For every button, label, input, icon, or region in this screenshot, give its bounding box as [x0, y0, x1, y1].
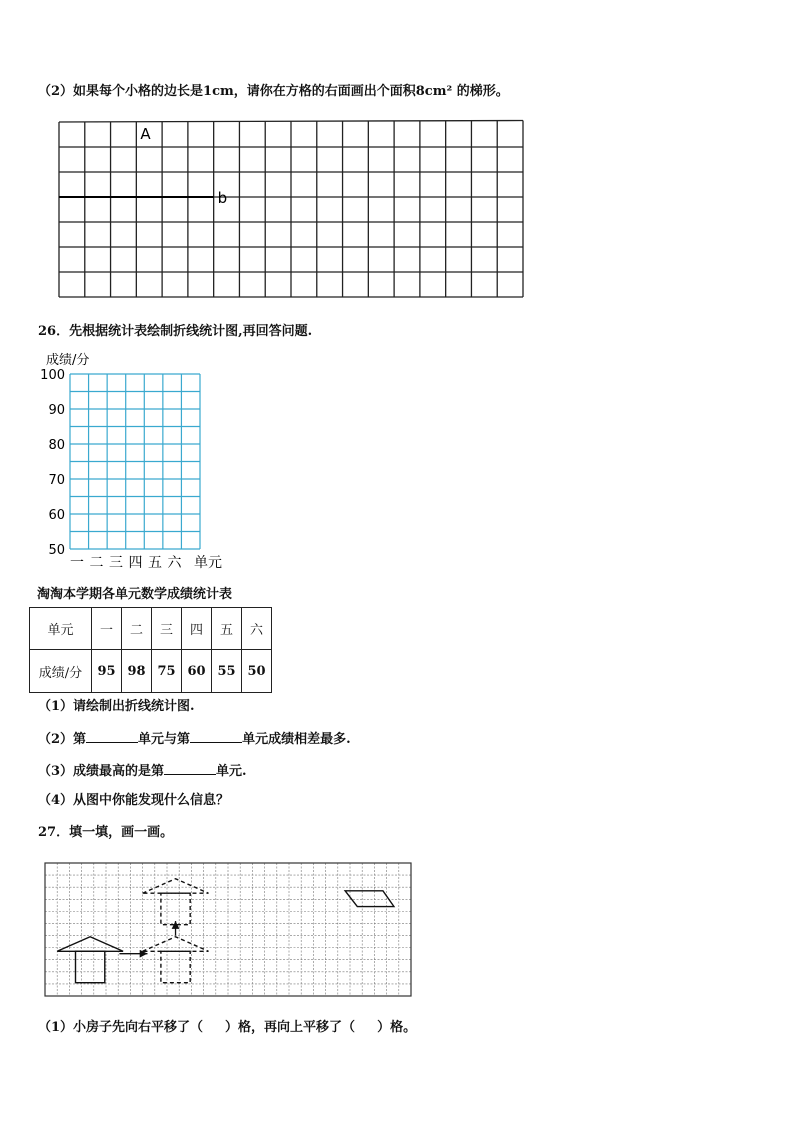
grid-border: [45, 863, 411, 996]
q26-sub2-prefix: （2）第: [38, 732, 87, 747]
chart-y-tick-label: 70: [48, 473, 65, 488]
answer-blank[interactable]: [86, 730, 138, 743]
table-unit-cell: 一: [92, 608, 122, 650]
table-unit-cell: 二: [122, 608, 152, 650]
table-row-label: 成绩/分: [30, 650, 92, 693]
house-body: [76, 951, 105, 982]
q26-sub1: （1）请绘制出折线统计图.: [38, 699, 195, 714]
q26-sub2-middle: 单元与第: [138, 732, 191, 747]
table-score-cell: 55: [212, 650, 242, 693]
table-score-cell: 60: [182, 650, 212, 693]
q26-sub4: （4）从图中你能发现什么信息？: [38, 793, 230, 808]
label-b: b: [217, 189, 228, 207]
answer-blank[interactable]: [190, 730, 242, 743]
table-score-cell: 75: [152, 650, 182, 693]
chart-x-tick-label: 三: [109, 555, 123, 571]
chart-x-tick-label: 六: [167, 555, 182, 571]
label-a: A: [140, 125, 151, 143]
chart-y-axis-label: 成绩/分: [46, 353, 90, 368]
house-roof: [57, 937, 123, 952]
parallelogram: [345, 891, 394, 907]
chart-x-axis-unit: 单元: [194, 555, 222, 571]
q26-sub2-suffix: 单元成绩相差最多.: [242, 732, 351, 747]
chart-y-tick-label: 80: [48, 438, 65, 453]
chart-x-tick-label: 二: [89, 555, 104, 571]
q27-sub1-middle: ）格，再向上平移了（: [225, 1020, 356, 1035]
q26-title: 26．先根据统计表绘制折线统计图,再回答问题.: [38, 324, 313, 339]
chart-y-tick-label: 90: [48, 403, 65, 418]
q27-sub1: [38, 1020, 416, 1036]
table-unit-cell: 三: [152, 608, 182, 650]
chart-x-tick-label: 一: [70, 555, 84, 571]
house-roof: [143, 879, 209, 894]
translated-up-house: [143, 879, 209, 925]
q25-part2-text: （2）如果每个小格的边长是1cm，请你在方格的右面画出个面积8cm² 的梯形。: [38, 84, 509, 99]
q26-sub3-suffix: 单元.: [216, 764, 247, 779]
q26-sub3: [38, 762, 247, 780]
q26-sub3-prefix: （3）成绩最高的是第: [38, 764, 165, 779]
grid-line: [59, 121, 523, 123]
q27-title: 27．填一填，画一画。: [38, 825, 174, 840]
chart-y-tick-label: 50: [48, 543, 65, 558]
house-body: [161, 893, 190, 924]
table-score-cell: 95: [92, 650, 122, 693]
chart-x-tick-label: 五: [148, 555, 162, 571]
q26-sub2: [38, 730, 351, 748]
chart-y-tick-label: 100: [40, 368, 65, 383]
table-unit-cell: 五: [212, 608, 242, 650]
table-unit-cell: 六: [242, 608, 272, 650]
table-score-cell: 98: [122, 650, 152, 693]
q26-table-caption: 淘淘本学期各单元数学成绩统计表: [37, 587, 233, 602]
q26-score-table: [29, 607, 272, 693]
chart-x-tick-label: 四: [128, 555, 143, 571]
table-row: [30, 608, 272, 650]
q27-sub1-suffix: ）格。: [377, 1020, 417, 1035]
original-house: [57, 937, 123, 983]
chart-y-tick-label: 60: [48, 508, 65, 523]
answer-blank[interactable]: [164, 762, 216, 775]
table-unit-cell: 四: [182, 608, 212, 650]
q27-sub1-prefix: （1）小房子先向右平移了（: [38, 1020, 204, 1035]
house-body: [161, 951, 190, 982]
table-score-cell: 50: [242, 650, 272, 693]
house-roof: [143, 937, 209, 952]
table-row: [30, 650, 272, 693]
table-header-label: 单元: [30, 608, 92, 650]
translated-right-house: [143, 937, 209, 983]
